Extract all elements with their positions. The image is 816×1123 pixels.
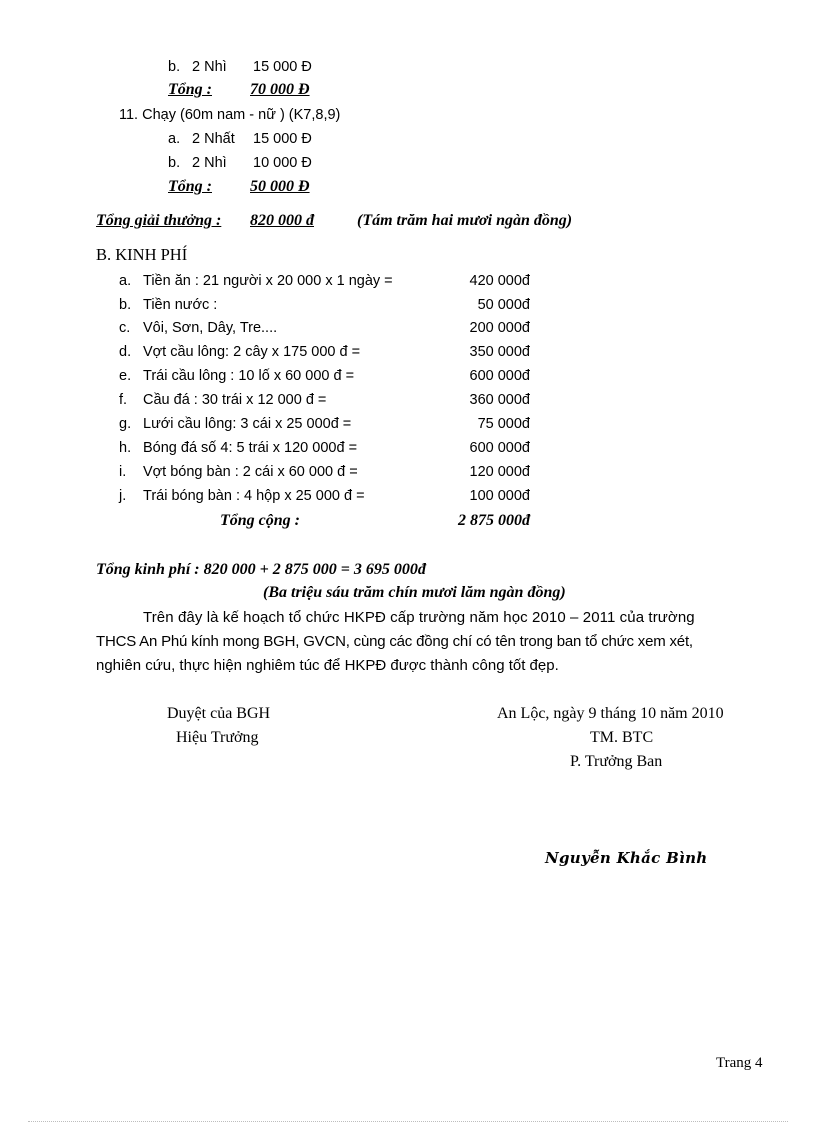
item-amount: 50 000đ bbox=[477, 297, 530, 313]
grand-total-amount: 820 000 đ bbox=[250, 212, 314, 229]
deputy-head-label: P. Trưởng Ban bbox=[570, 753, 663, 770]
item-letter: e. bbox=[119, 368, 132, 384]
item-letter: j. bbox=[119, 488, 127, 504]
section-heading: B. KINH PHÍ bbox=[96, 245, 188, 264]
item-amount: 120 000đ bbox=[469, 464, 530, 480]
signer-name: Nguyễn Khắc Bình bbox=[545, 849, 708, 867]
prize-total-amount: 50 000 Đ bbox=[250, 178, 310, 195]
item-desc: Lưới cầu lông: 3 cái x 25 000đ = bbox=[143, 416, 352, 432]
closing-line: Trên đây là kế hoạch tổ chức HKPĐ cấp trường năm học 2010 – 2011 của trường bbox=[143, 609, 695, 626]
prize-a-letter: a. bbox=[168, 131, 181, 147]
item-desc: Vợt bóng bàn : 2 cái x 60 000 đ = bbox=[143, 464, 358, 480]
committee-label: TM. BTC bbox=[590, 729, 654, 746]
grand-total-words: (Tám trăm hai mươi ngàn đồng) bbox=[357, 212, 573, 229]
item-desc: Cầu đá : 30 trái x 12 000 đ = bbox=[143, 392, 327, 408]
item-letter: a. bbox=[119, 273, 132, 289]
item-amount: 600 000đ bbox=[469, 368, 530, 384]
item-desc: Bóng đá số 4: 5 trái x 120 000đ = bbox=[143, 440, 358, 456]
budget-total-amount: 2 875 000đ bbox=[458, 512, 530, 529]
prize-b-amount: 10 000 Đ bbox=[253, 155, 312, 171]
item-desc: Vợt cầu lông: 2 cây x 175 000 đ = bbox=[143, 344, 361, 360]
item-letter: g. bbox=[119, 416, 132, 432]
item-letter: h. bbox=[119, 440, 132, 456]
overall-total: Tổng kinh phí : 820 000 + 2 875 000 = 3 695 000đ bbox=[96, 561, 426, 578]
item-amount: 200 000đ bbox=[469, 320, 530, 336]
item-letter: c. bbox=[119, 320, 131, 336]
page-number: Trang 4 bbox=[716, 1055, 763, 1071]
item-amount: 360 000đ bbox=[469, 392, 530, 408]
item-amount: 420 000đ bbox=[469, 273, 530, 289]
item-amount: 75 000đ bbox=[477, 416, 530, 432]
prize-b-label: 2 Nhì bbox=[192, 59, 227, 75]
overall-total-words: (Ba triệu sáu trăm chín mươi lăm ngàn đồng) bbox=[263, 584, 566, 601]
prize-total-label: Tổng : bbox=[168, 81, 212, 98]
item-desc: Tiền nước : bbox=[143, 297, 218, 313]
item-amount: 600 000đ bbox=[469, 440, 530, 456]
item-letter: i. bbox=[119, 464, 127, 480]
closing-line: THCS An Phú kính mong BGH, GVCN, cùng các đồng chí có tên trong ban tổ chức xem xét, bbox=[96, 633, 693, 650]
event-11-title: 11. Chạy (60m nam - nữ ) (K7,8,9) bbox=[119, 107, 341, 123]
prize-total-label: Tổng : bbox=[168, 178, 212, 195]
prize-b-letter: b. bbox=[168, 59, 181, 75]
page-bottom-divider bbox=[28, 1121, 788, 1122]
budget-total-label: Tổng cộng : bbox=[220, 512, 300, 529]
prize-b-letter: b. bbox=[168, 155, 181, 171]
item-letter: d. bbox=[119, 344, 132, 360]
item-desc: Tiền ăn : 21 người x 20 000 x 1 ngày = bbox=[143, 273, 393, 289]
principal-label: Hiệu Trưởng bbox=[176, 729, 259, 746]
prize-b-label: 2 Nhì bbox=[192, 155, 227, 171]
item-desc: Trái bóng bàn : 4 hộp x 25 000 đ = bbox=[143, 488, 365, 504]
closing-line: nghiên cứu, thực hiện nghiêm túc để HKPĐ được thành công tốt đẹp. bbox=[96, 657, 559, 674]
item-desc: Vôi, Sơn, Dây, Tre.... bbox=[143, 320, 278, 336]
prize-b-amount: 15 000 Đ bbox=[253, 59, 312, 75]
prize-a-label: 2 Nhất bbox=[192, 131, 235, 147]
prize-a-amount: 15 000 Đ bbox=[253, 131, 312, 147]
item-letter: f. bbox=[119, 392, 128, 408]
approval-label: Duyệt của BGH bbox=[167, 705, 271, 722]
item-desc: Trái cầu lông : 10 lố x 60 000 đ = bbox=[143, 368, 355, 384]
prize-total-amount: 70 000 Đ bbox=[250, 81, 310, 98]
item-letter: b. bbox=[119, 297, 132, 313]
item-amount: 100 000đ bbox=[469, 488, 530, 504]
grand-total-label: Tổng giải thưởng : bbox=[96, 212, 222, 229]
item-amount: 350 000đ bbox=[469, 344, 530, 360]
date-line: An Lộc, ngày 9 tháng 10 năm 2010 bbox=[497, 705, 724, 722]
